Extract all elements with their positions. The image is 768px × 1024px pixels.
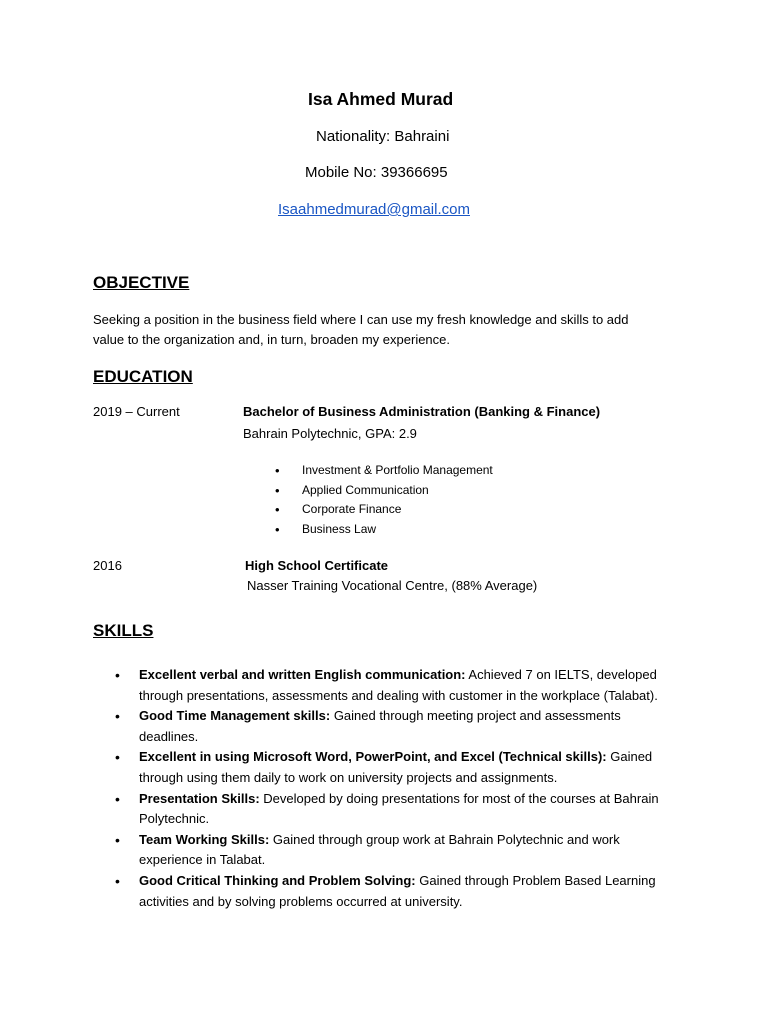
list-item — [275, 500, 493, 520]
skill-title: Excellent verbal and written English communication: — [139, 667, 466, 682]
mobile-label: Mobile No: — [305, 164, 377, 181]
course-name: Investment & Portfolio Management — [302, 463, 493, 477]
course-list — [275, 461, 493, 539]
list-item — [275, 461, 493, 481]
skill-title: Good Critical Thinking and Problem Solving: — [139, 872, 416, 888]
skill-description: Achieved 7 on IELTS, developed through presentations, assessments and dealing with customer in the workplace (Talabat). — [139, 667, 658, 703]
list-item — [275, 520, 493, 540]
education-date: 2019 – Current — [93, 404, 180, 419]
skill-title: Good Time Management skills: — [139, 708, 331, 724]
list-item — [275, 481, 493, 501]
course-name: Business Law — [302, 521, 377, 536]
skill-description: Gained through meeting project and assessments deadlines. — [139, 708, 621, 744]
nationality-label: Nationality: — [316, 128, 391, 145]
education-date: 2016 — [93, 558, 122, 573]
education-degree: High School Certificate — [245, 558, 389, 573]
list-item — [113, 665, 683, 706]
education-institution: Nasser Training Vocational Centre, (88% Average) — [247, 578, 538, 593]
skill-description: Developed by doing presentations for most of the courses at Bahrain Polytechnic. — [139, 790, 659, 827]
candidate-name: Isa Ahmed Murad — [308, 89, 454, 109]
mobile-value: 39366695 — [380, 164, 448, 181]
nationality-line — [316, 128, 449, 145]
list-item — [113, 830, 683, 871]
objective-text-line-1: Seeking a position in the business field where I can use my fresh knowledge and skills to add — [93, 312, 629, 327]
skills-heading: SKILLS — [93, 621, 154, 640]
skill-description: Gained through Problem Based Learning activities and by solving problems occurred at university. — [139, 872, 656, 909]
education-institution: Bahrain Polytechnic, GPA: 2.9 — [243, 426, 417, 441]
list-item — [113, 789, 683, 830]
education-heading: EDUCATION — [93, 367, 193, 386]
course-name: Applied Communication — [302, 482, 429, 497]
skill-title: Excellent in using Microsoft Word, PowerPoint, and Excel (Technical skills): — [139, 749, 607, 765]
skill-description: Gained through group work at Bahrain Polytechnic and work experience in Talabat. — [139, 831, 620, 868]
objective-heading: OBJECTIVE — [93, 273, 190, 292]
mobile-line — [305, 164, 448, 181]
nationality-value: Bahraini — [394, 128, 450, 145]
objective-text-line-2: value to the organization and, in turn, broaden my experience. — [93, 332, 451, 347]
course-name: Corporate Finance — [302, 502, 402, 516]
skills-list — [113, 665, 683, 912]
list-item — [113, 747, 683, 788]
skill-title: Team Working Skills: — [139, 831, 270, 847]
education-degree: Bachelor of Business Administration (Banking & Finance) — [243, 404, 601, 419]
email-link[interactable]: Isaahmedmurad@gmail.com — [278, 201, 470, 218]
skill-description: Gained through using them daily to work on university projects and assignments. — [139, 749, 653, 785]
list-item — [113, 706, 683, 747]
skill-title: Presentation Skills: — [139, 790, 260, 806]
list-item — [113, 871, 683, 912]
